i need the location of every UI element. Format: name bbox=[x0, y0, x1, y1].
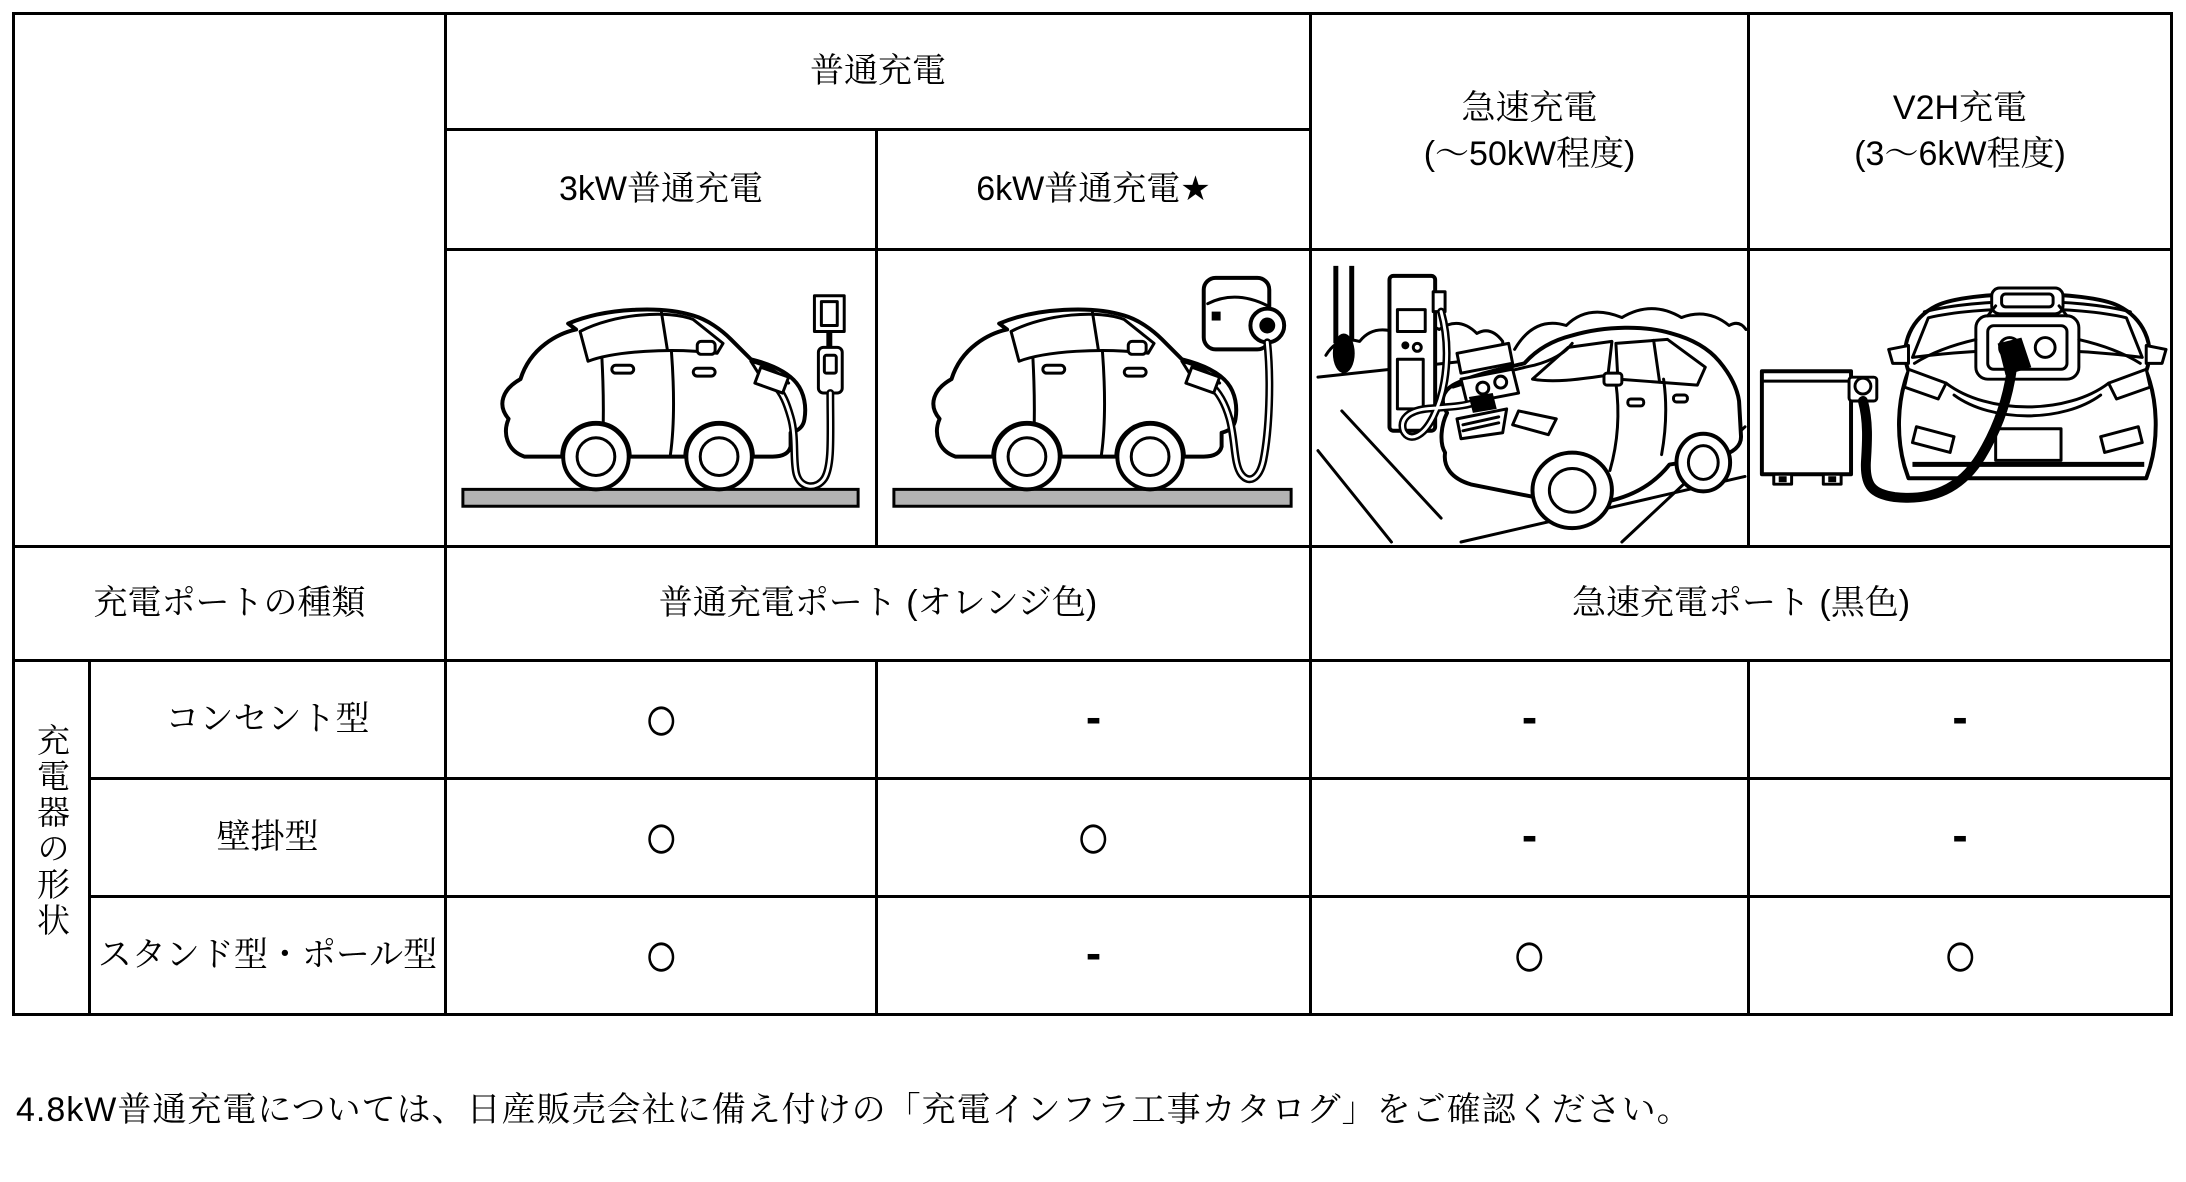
v2h-charging-illustration bbox=[1750, 251, 2170, 545]
mark-cell: ○ bbox=[877, 779, 1311, 897]
mark-cell: - bbox=[1749, 661, 2172, 779]
car-charging-wallbox-illustration bbox=[878, 251, 1309, 545]
header-quick-charging bbox=[1311, 14, 1749, 250]
header-v2h-charging bbox=[1749, 14, 2172, 250]
second-charger-partial bbox=[1336, 266, 1352, 343]
mark-cell: - bbox=[1311, 661, 1749, 779]
charger-shape-group-label: 充電器の形状 bbox=[33, 723, 70, 940]
header-v2h-line1: V2H充電 bbox=[1892, 88, 2028, 127]
port-type-row-label: 充電ポートの種類 bbox=[14, 547, 446, 661]
header-quick-line2: (〜50kW程度) bbox=[1423, 134, 1636, 173]
left-mirror bbox=[1889, 346, 1909, 364]
header-quick-line1: 急速充電 bbox=[1461, 88, 1598, 127]
right-mirror bbox=[2146, 346, 2166, 364]
mark-cell: - bbox=[877, 897, 1311, 1015]
header-6kw-normal: 6kW普通充電★ bbox=[877, 130, 1311, 250]
normal-port-value: 普通充電ポート (オレンジ色) bbox=[446, 547, 1311, 661]
charging-comparison-table bbox=[12, 12, 2173, 1016]
row-label-wallmount-type: 壁掛型 bbox=[90, 779, 446, 897]
charger-screen bbox=[1397, 310, 1425, 332]
ground-strip bbox=[463, 489, 858, 506]
mark-cell: - bbox=[1749, 779, 2172, 897]
quick-port-value: 急速充電ポート (黒色) bbox=[1311, 547, 2172, 661]
mark-cell: - bbox=[877, 661, 1311, 779]
v2h-unit-drawing bbox=[1762, 371, 1877, 484]
car-front-view-drawing bbox=[1889, 288, 2166, 478]
side-mirror bbox=[1604, 373, 1622, 385]
mark-cell: - bbox=[1311, 779, 1749, 897]
row-label-stand-pole-type: スタンド型・ポール型 bbox=[90, 897, 446, 1015]
car-three-quarter-view-drawing bbox=[1441, 328, 1741, 528]
car-charging-outlet-illustration bbox=[447, 251, 875, 545]
mark-cell: ○ bbox=[446, 779, 877, 897]
cell-illustration-3kw bbox=[446, 250, 877, 547]
empty-corner-cell bbox=[14, 14, 446, 547]
cell-illustration-quick bbox=[1311, 250, 1749, 547]
cell-illustration-6kw bbox=[877, 250, 1311, 547]
mark-cell: ○ bbox=[1311, 897, 1749, 1015]
footnote: 4.8kW普通充電については、日産販売会社に備え付けの「充電インフラ工事カタログ」をご確認ください。 bbox=[16, 1091, 1692, 1129]
ground-strip bbox=[894, 489, 1291, 506]
mark-cell: ○ bbox=[1749, 897, 2172, 1015]
quick-charger-station-illustration bbox=[1312, 251, 1747, 545]
header-v2h-line2: (3〜6kW程度) bbox=[1854, 134, 2066, 173]
mark-cell: ○ bbox=[446, 661, 877, 779]
mark-cell: ○ bbox=[446, 897, 877, 1015]
license-plate bbox=[1996, 429, 2061, 461]
cell-illustration-v2h bbox=[1749, 250, 2172, 547]
row-label-outlet-type: コンセント型 bbox=[90, 661, 446, 779]
charger-shape-group-cell bbox=[14, 661, 90, 1015]
header-3kw-normal: 3kW普通充電 bbox=[446, 130, 877, 250]
header-normal-charging: 普通充電 bbox=[446, 14, 1311, 130]
